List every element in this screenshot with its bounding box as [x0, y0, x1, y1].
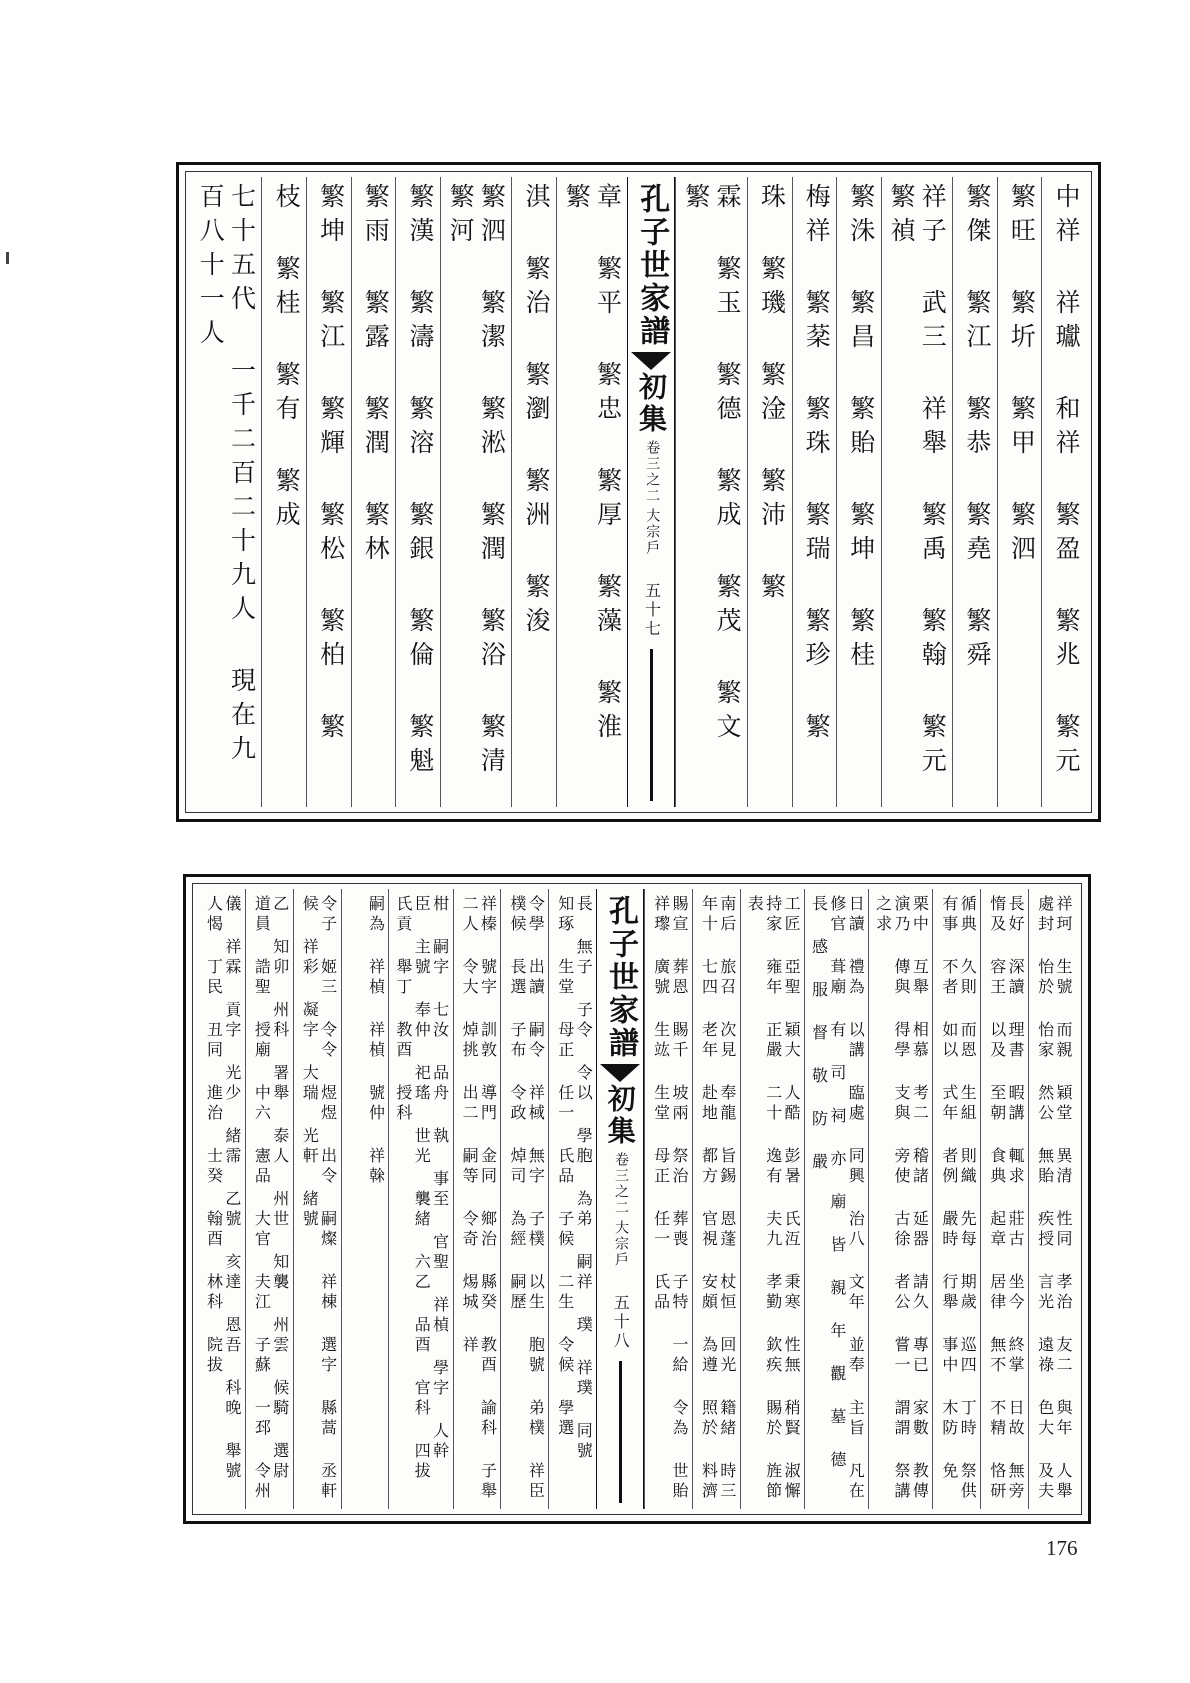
center-rule — [650, 649, 653, 801]
text-column: 珠 繁璣 繁淦 繁沛 繁 — [747, 177, 792, 807]
text-column: 循典 久則 而恩 生組 則織 先每 期歲 巡四 丁時 祭供 有事 不者 如以 式年 者例 嚴時 行舉 事中 木防 免 — [932, 889, 980, 1509]
margin-mark — [6, 252, 9, 264]
text-column: 南后 旅召 次見 奉龍 旨錫 恩蓬 杖恒 回光 籍緒 時三 年十 七四 老年 赴地 都方 官視 安頗 為遵 照於 料濟 — [692, 889, 740, 1509]
center-fold-strip — [627, 177, 675, 807]
text-column: 嗣為 祥楨 祥楨 號仲 祥榦 — [341, 889, 389, 1509]
text-column: 繁傑 繁江 繁恭 繁堯 繁舜 — [952, 177, 997, 807]
text-column: 霖 繁玉 繁德 繁成 繁茂 繁文 繁 — [675, 177, 747, 807]
section-label: 卷三之二 — [644, 440, 661, 504]
text-column: 繁洙 繁昌 繁貽 繁坤 繁桂 — [836, 177, 881, 807]
text-column: 儀 祥霖 貢字 光少 緒霈 乙號 亥達 恩吾 科晚 舉號 人愒 丁民 丑同 進治 士癸 翰酉 林科 院拔 — [204, 895, 242, 1505]
text-column: 祥子 武三 祥舉 繁禹 繁翰 繁元 繁禎 — [881, 177, 953, 807]
genealogy-panel-folio-57 — [176, 162, 1101, 822]
text-column: 繁泗 繁潔 繁淞 繁潤 繁浴 繁清 繁河 — [440, 177, 512, 807]
text-columns — [198, 889, 1076, 1525]
text-column: 工匠 亞聖 穎大 人酷 彭暑 氏沍 秉寒 性無 稍賢 淑懈 持家 雍年 正嚴 二十 逸有 夫九 孝勤 欽疾 賜於 旌節 表 — [740, 889, 804, 1509]
text-column: 繁漢 繁濤 繁溶 繁銀 繁倫 繁魁 — [395, 177, 440, 807]
folio-number: 五十八 — [611, 1294, 631, 1351]
center-rule — [619, 1361, 622, 1503]
text-column: 繁雨 繁露 繁潤 繁林 — [351, 177, 396, 807]
folio-number: 五十七 — [642, 582, 662, 639]
household-label: 大宗戶 — [644, 508, 661, 556]
fish-tail-mark — [631, 352, 671, 370]
text-column: 祥珂 生號 而親 穎堂 異清 性同 孝治 友二 與年 人舉 處封 怡於 怡家 然公 無貽 疾授 言光 遠祿 色大 及夫 — [1028, 889, 1076, 1509]
text-columns — [191, 177, 1086, 819]
text-column: 中祥 祥瓛 和祥 繁盈 繁兆 繁元 — [1041, 177, 1086, 807]
text-column: 乙 知卯 州科 署舉 泰人 州世 知襲 州雲 候騎 選尉 道員 誥聖 授廟 中六 憲品 大官 夫江 子蘇 一邳 令州 — [245, 889, 293, 1509]
text-column: 日讀 禮為 以講 臨處 同興 治八 文年 並奉 主旨 凡在 修官 葺廟 有 司 祠 亦 廟 皆 親 年 觀 墓 德 長 感 服 督 敬 防 嚴 — [804, 889, 868, 1509]
volume-label: 初集 — [634, 372, 668, 436]
generation-summary-column: 七十五代 一千二百二十九人 現在九百八十一人 — [196, 183, 257, 769]
text-column: 淇 繁治 繁瀏 繁洲 繁浚 — [511, 177, 556, 807]
household-label: 大宗戶 — [612, 1220, 629, 1268]
fish-tail-mark — [600, 1064, 640, 1082]
section-label: 卷三之二 — [612, 1152, 629, 1216]
text-column: 令學 出讀 嗣令 祥棫 無字 子樸 以生 胞號 弟樸 祥臣 樸候 長選 子布 令政 焯司 為經 嗣歷 — [500, 889, 548, 1509]
text-column: 繁旺 繁圻 繁甲 繁泗 — [997, 177, 1042, 807]
text-column: 梅祥 繁棻 繁珠 繁瑞 繁珍 繁 — [792, 177, 837, 807]
page-number: 176 — [1046, 1536, 1078, 1560]
text-column: 長 無子 子令 令以 學胞 為弟 嗣祥 璞 祥璞 同號 知琢 生堂 母正 任一 氏品 子候 二生 令候 學選 — [548, 889, 596, 1509]
text-column: 枝 繁桂 繁有 繁成 — [261, 177, 306, 807]
book-title: 孔子世家譜 — [602, 895, 638, 1060]
book-title: 孔子世家譜 — [634, 183, 670, 348]
text-column: 祥榛 號字 訓敦 導門 金同 鄉治 縣癸 教酉 諭科 子舉 二人 令大 焯挑 出二 嗣等 令奇 焬城 祥 — [453, 889, 501, 1509]
center-fold-strip — [596, 889, 644, 1509]
text-column: 栗中 互舉 相慕 考二 稽諸 延器 請久 專已 家數 教傳 演乃 傳與 得學 支與 旁使 古徐 者公 嘗一 謂謂 祭講 之求 — [868, 889, 932, 1509]
volume-label: 初集 — [603, 1084, 637, 1148]
text-column: 令子 姬三 令令 煜煜 出令 嗣燦 祥棟 選字 縣蒿 丞軒 候 祥彩 凝字 大瑞 光軒 緒號 — [293, 889, 341, 1509]
text-column: 長好 深讀 理書 暇講 輒求 莊古 坐今 終掌 日故 無旁 惰及 容王 以及 至朝 食典 起章 居律 無不 不精 恪研 — [980, 889, 1028, 1509]
text-column: 章 繁平 繁忠 繁厚 繁藻 繁淮 繁 — [556, 177, 628, 807]
genealogy-panel-folio-58 — [183, 874, 1091, 1524]
text-column: 賜宣 葬恩 賜千 坡兩 祭治 葬喪 子特 一給 令為 世貽 祥瓈 廣號 生竑 生堂 母正 任一 氏品 — [644, 889, 692, 1509]
text-column: 柑 嗣字 七汝 品舟 執 事至 官聖 祥楨 學字 人幹 臣 主號 奉仲 祀瑤 世光 襲緒 六乙 品酉 官科 四拔 氏貢 舉丁 教酉 授科 — [388, 889, 452, 1509]
text-column: 繁坤 繁江 繁輝 繁松 繁柏 繁 — [306, 177, 351, 807]
